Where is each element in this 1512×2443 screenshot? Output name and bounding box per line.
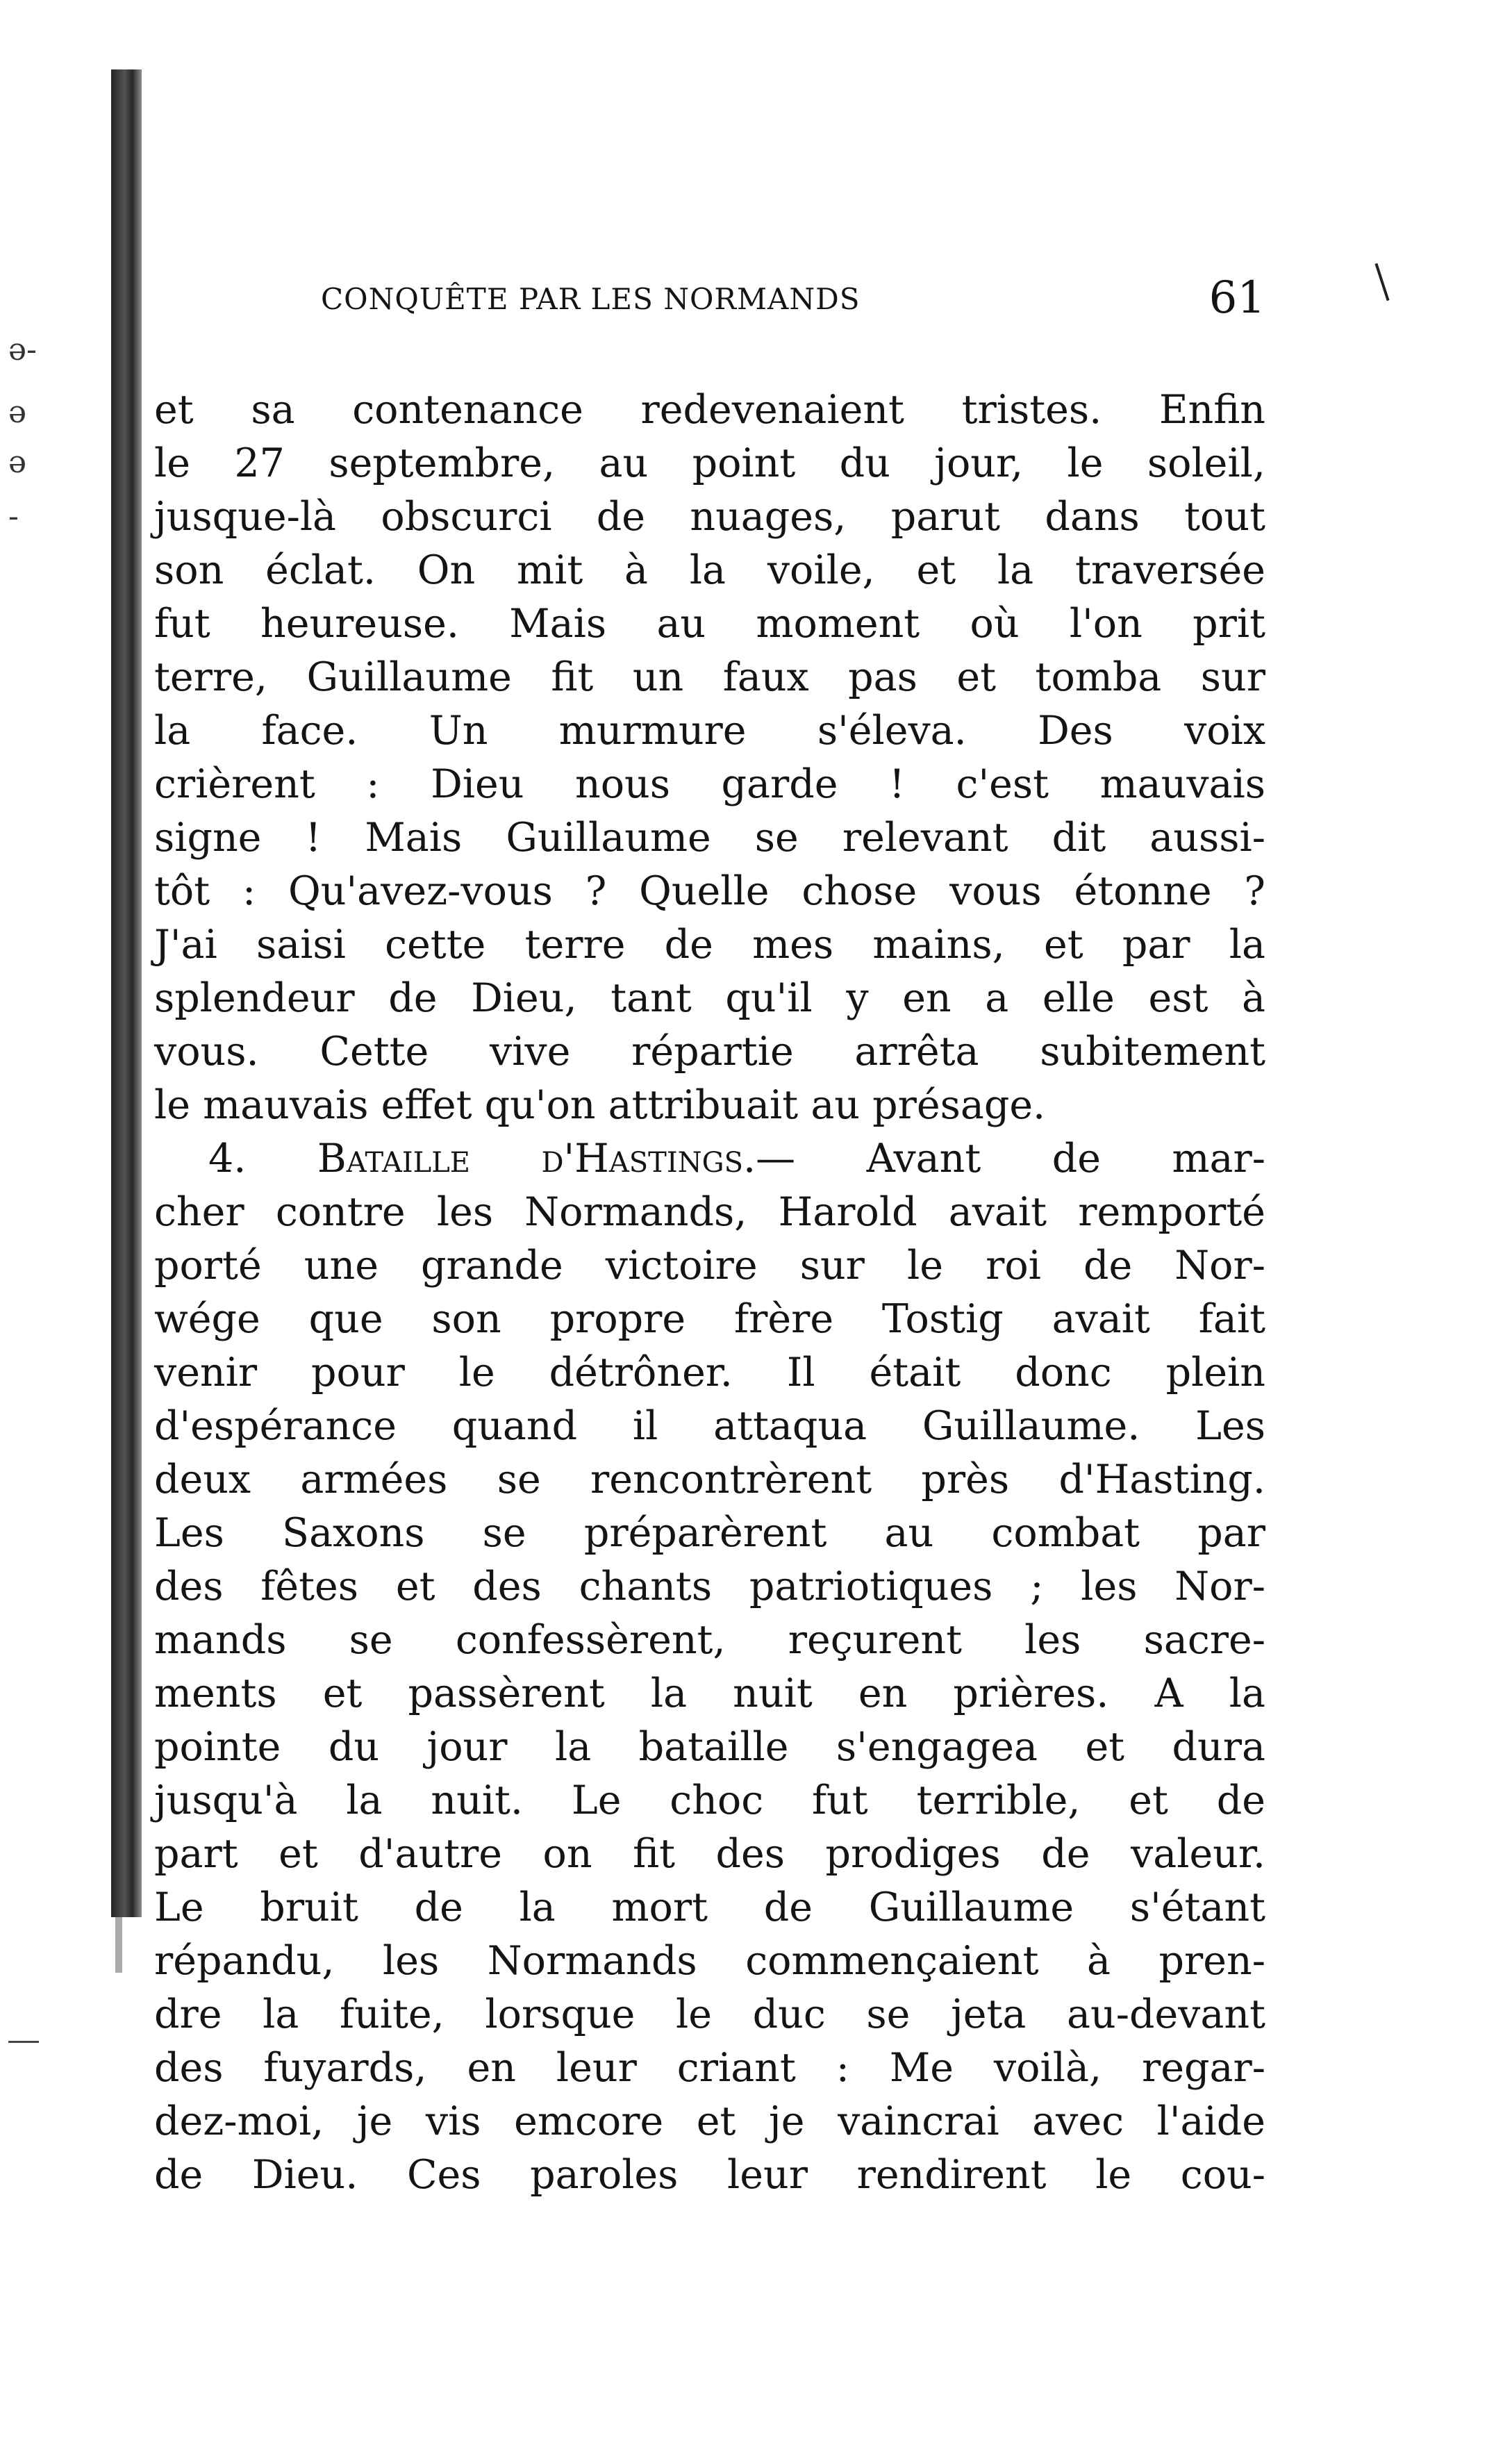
text-line: Les Saxons se préparèrent au combat par [154,1510,1265,1556]
text-line: tôt : Qu'avez-vous ? Quelle chose vous étonne ? [154,868,1265,914]
section-first-line-rest: — Avant de mar- [756,1136,1265,1182]
text-line: wége que son propre frère Tostig avait fait [154,1296,1265,1342]
binding-shadow-fade [115,1917,122,1973]
page-number: 61 [1208,272,1265,324]
section-number: 4. [208,1136,247,1182]
text-line: J'ai saisi cette terre de mes mains, et par la [154,922,1265,968]
text-line: répandu, les Normands commençaient à pren- [154,1938,1265,1984]
text-line: venir pour le détrôner. Il était donc plein [154,1350,1265,1396]
text-line: d'espérance quand il attaqua Guillaume. Les [154,1403,1265,1449]
text-line: jusqu'à la nuit. Le choc fut terrible, et de [154,1778,1265,1823]
text-line: des fêtes et des chants patriotiques ; les Nor- [154,1564,1265,1609]
margin-mark: ə [8,395,27,430]
text-line: jusque-là obscurci de nuages, parut dans tout [154,494,1265,540]
text-line: ments et passèrent la nuit en prières. A la [154,1671,1265,1716]
margin-mark: - [8,499,19,534]
text-line: le 27 septembre, au point du jour, le soleil, [154,440,1265,486]
text-line: Le bruit de la mort de Guillaume s'étant [154,1885,1265,1930]
text-line: splendeur de Dieu, tant qu'il y en a elle est à [154,975,1265,1021]
text-line: son éclat. On mit à la voile, et la traversée [154,547,1265,593]
text-line: dez-moi, je vis emcore et je vaincrai avec l'aide [154,2098,1265,2144]
text-line: vous. Cette vive répartie arrêta subitement [154,1029,1265,1075]
text-line: signe ! Mais Guillaume se relevant dit aussi- [154,815,1265,861]
binding-shadow [111,69,142,1917]
text-line: la face. Un murmure s'éleva. Des voix [154,708,1265,754]
section-heading-line [154,1132,1265,1186]
text-line: terre, Guillaume fit un faux pas et tomba sur [154,654,1265,700]
text-line: deux armées se rencontrèrent près d'Hasting. [154,1457,1265,1502]
text-line: fut heureuse. Mais au moment où l'on prit [154,601,1265,647]
text-line: pointe du jour la bataille s'engagea et dura [154,1724,1265,1770]
text-line: porté une grande victoire sur le roi de Nor- [154,1243,1265,1289]
text-line: part et d'autre on fit des prodiges de valeur. [154,1831,1265,1877]
body-text [154,383,1265,2202]
text-line: de Dieu. Ces paroles leur rendirent le cou- [154,2152,1265,2198]
text-line: des fuyards, en leur criant : Me voilà, regar- [154,2045,1265,2091]
text-line: cher contre les Normands, Harold avait remporté [154,1189,1265,1235]
section-title: Bataille d'Hastings. [317,1136,756,1182]
page-header [321,272,1265,335]
text-line: mands se confessèrent, reçurent les sacre- [154,1617,1265,1663]
margin-mark: ə- [8,332,37,367]
text-line: crièrent : Dieu nous garde ! c'est mauvais [154,761,1265,807]
running-head: CONQUÊTE PAR LES NORMANDS [321,282,861,316]
text-line: le mauvais effet qu'on attribuait au présage. [154,1082,1046,1128]
corner-mark [1374,263,1389,301]
margin-dash [8,2041,39,2043]
text-line: et sa contenance redevenaient tristes. Enfin [154,387,1265,433]
margin-mark: ə [8,445,27,480]
text-line: dre la fuite, lorsque le duc se jeta au-devant [154,1991,1265,2037]
